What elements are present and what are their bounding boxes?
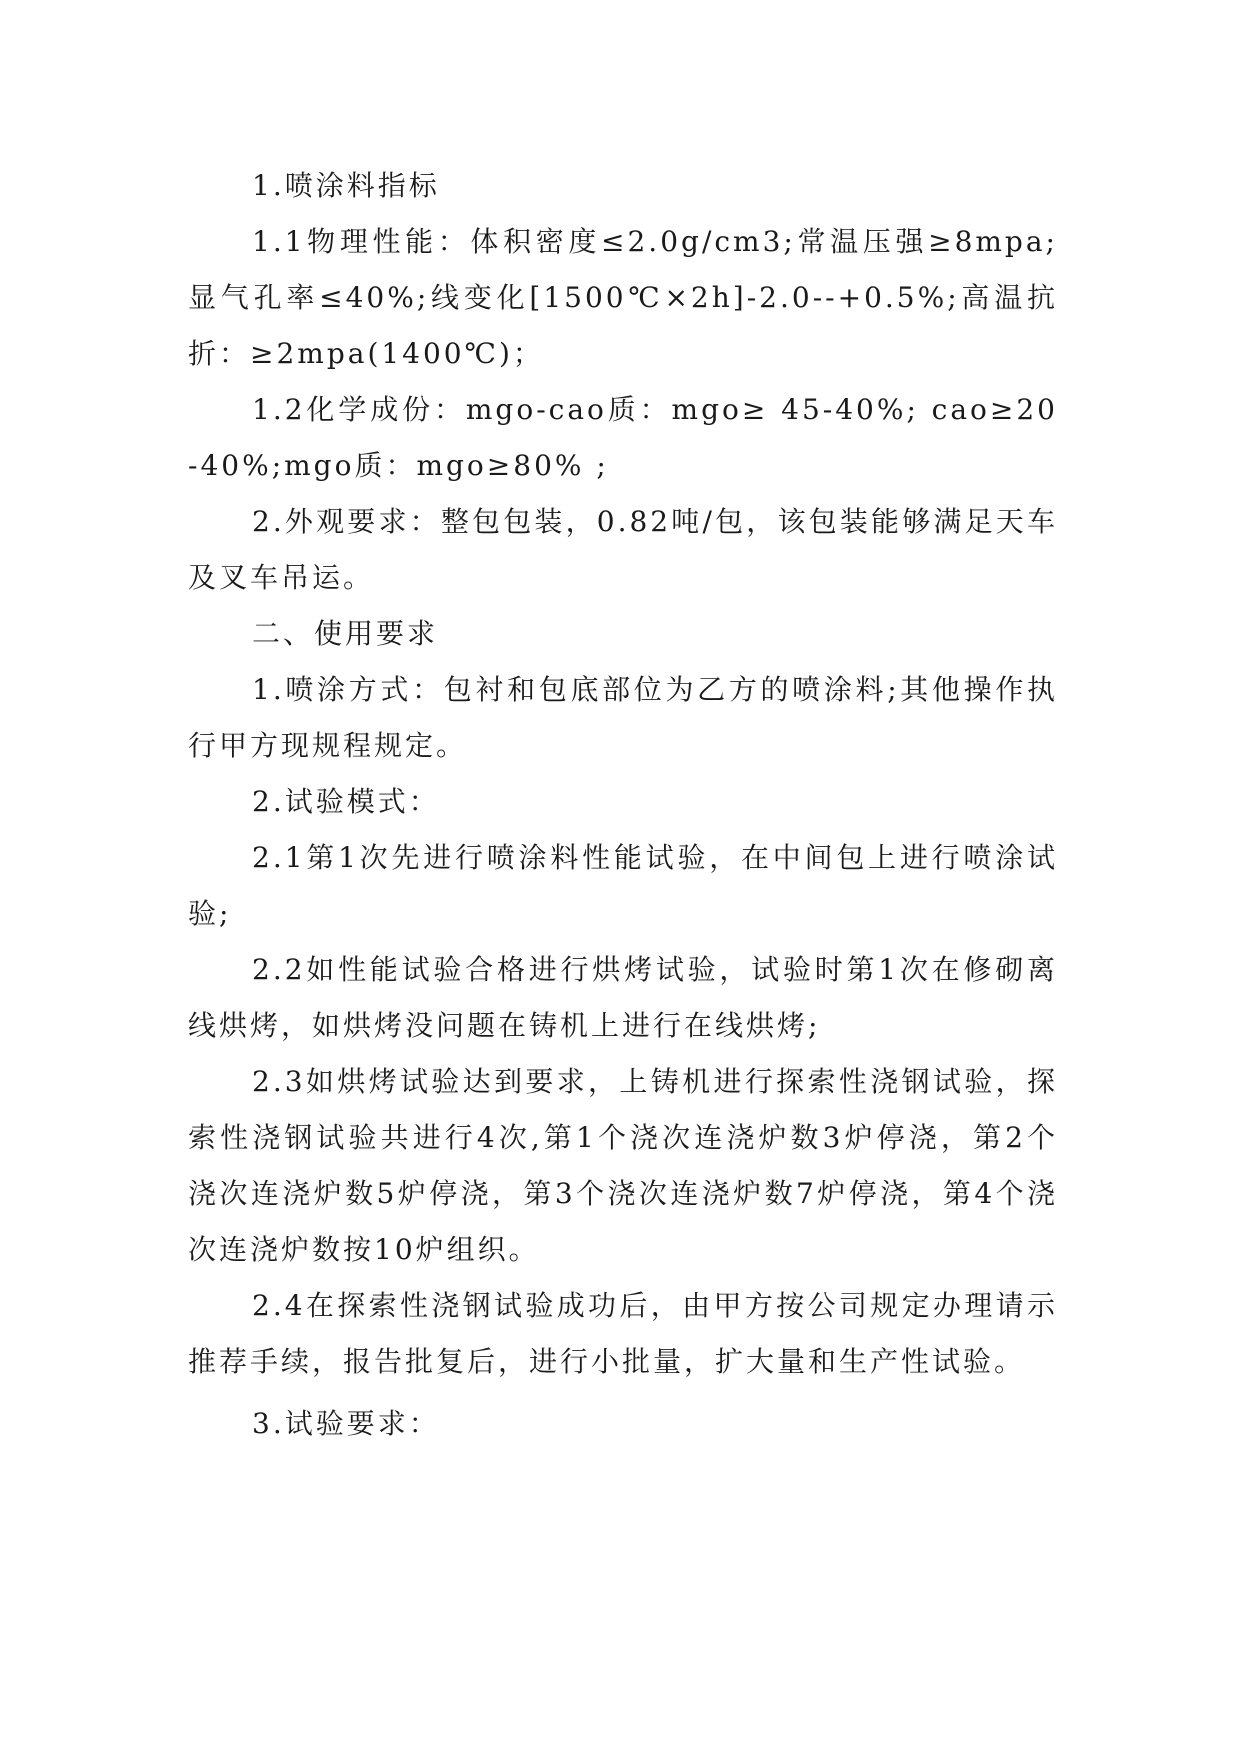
paragraph-spraying-method: 1.喷涂方式：包衬和包底部位为乙方的喷涂料;其他操作执行甲方现规程规定。 [188, 673, 1058, 762]
paragraph-test-step-2-2: 2.2如性能试验合格进行烘烤试验，试验时第1次在修砌离线烘烤，如烘烤没问题在铸机上进行在线烘烤; [188, 953, 1058, 1042]
paragraph-physical-properties: 1.1物理性能：体积密度≤2.0g/cm3;常温压强≥8mpa;显气孔率≤40%;线变化[1500℃×2h]-2.0--+0.5%;高温抗折：≥2mpa(1400℃)； [188, 225, 1058, 370]
paragraph-test-step-2-4: 2.4在探索性浇钢试验成功后，由甲方按公司规定办理请示推荐手续，报告批复后，进行小批量，扩大量和生产性试验。 [188, 1289, 1058, 1378]
paragraph-test-step-2-3: 2.3如烘烤试验达到要求，上铸机进行探索性浇钢试验，探索性浇钢试验共进行4次,第1个浇次连浇炉数3炉停浇，第2个浇次连浇炉数5炉停浇，第3个浇次连浇炉数7炉停浇，第4个浇次连浇炉数按10炉组织。 [188, 1065, 1058, 1266]
paragraph-appearance-requirements: 2.外观要求：整包包装，0.82吨/包，该包装能够满足天车及叉车吊运。 [188, 505, 1058, 594]
document-body [188, 158, 1058, 1452]
paragraph-chemical-composition: 1.2化学成份：mgo-cao质：mgo≥ 45-40%; cao≥20-40%;mgo质：mgo≥80% ; [188, 393, 1058, 482]
paragraph-test-requirements: 3.试验要求： [252, 1407, 440, 1440]
paragraph-spray-material-indicators: 1.喷涂料指标 [252, 169, 440, 202]
paragraph-test-step-2-1: 2.1第1次先进行喷涂料性能试验，在中间包上进行喷涂试验; [188, 841, 1058, 930]
paragraph-test-mode: 2.试验模式： [252, 785, 440, 818]
paragraph-usage-requirements-heading: 二、使用要求 [252, 617, 439, 650]
